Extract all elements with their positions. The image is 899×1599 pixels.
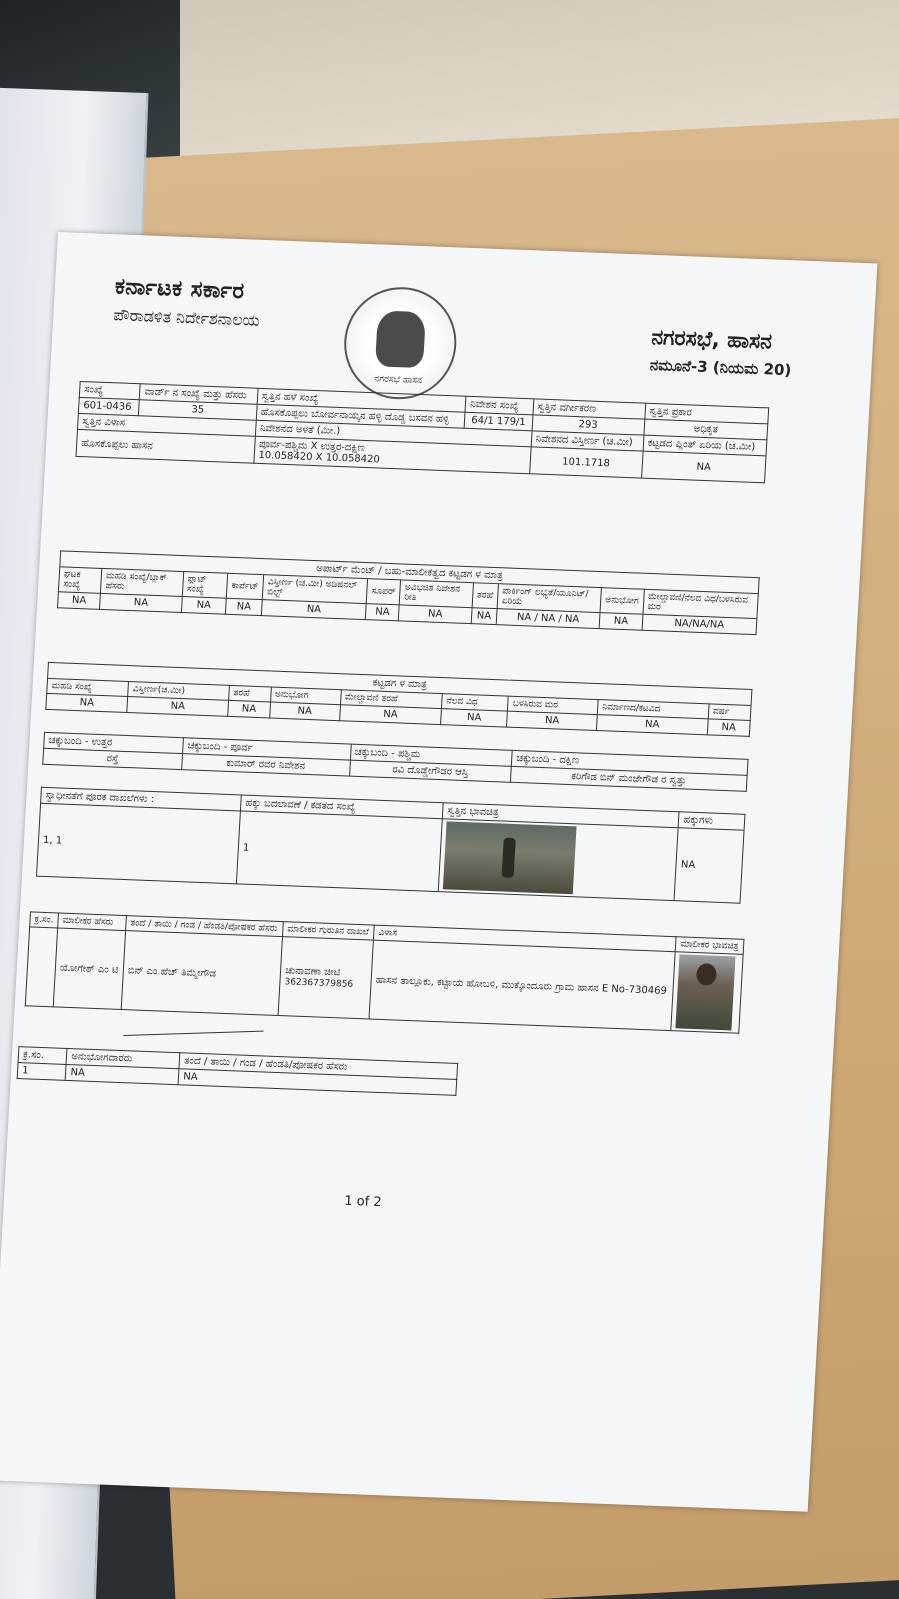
table-header: ನಿರ್ಮಾಣದ/ಕಟವಿದ [597,700,709,719]
section-title: ಕಟ್ಟಡಗ ಳ ಮಾತ್ರ [48,662,752,705]
table-cell: 293 [532,415,645,435]
table-header: ಫ್ಲಾಟ್ ಸಂಖ್ಯೆ [182,572,228,599]
table-cell: NA [261,600,366,620]
city-title: ನಗರಸಭೆ, ಹಾಸನ [650,324,773,354]
table-header: ಕ್ರ.ಸಂ. [18,1047,67,1065]
table-cell: 1, 1 [37,803,241,884]
table-cell: NA [471,608,497,625]
table-cell: ರಸ್ತೆ [43,748,183,769]
section-title: ಅಪಾರ್ಟ್ ಮೆಂಟ್ / ಬಹು-ಮಾಲೀಕತ್ವದ ಕಟ್ಟಡಗ ಳ ಮಾತ್ರ [60,551,759,594]
table-cell: NA [707,719,750,737]
signature-mark [123,1031,263,1036]
table-header: ವಿಳಾಸ [374,925,677,952]
table-cell: NA [58,592,101,610]
table-cell: NA [599,613,642,631]
table-header: ಹಕ್ಕುಗಳು [679,812,745,830]
table-cell: ಸಂಖ್ಯೆ [79,381,140,399]
dept-title: ಪೌರಾಡಳಿತ ನಿರ್ದೇಶನಾಲಯ [112,305,261,330]
table-cell: ಕಟ್ಟಡದ ಪ್ಲಿಂತ್ ಏರಿಯ (ಚ.ಮೀ) [643,435,767,456]
table-cell: NA [181,597,226,615]
owner-table [25,911,745,1033]
table-header: ಮೇಲ್ಚಾವಣಿ ತರಹೆ [340,690,442,709]
dimension-label: ಪೂರ್ವ-ಪಶ್ಚಿಮ X ಉತ್ತರ-ದಕ್ಷಿಣ [258,438,365,454]
table-cell [25,927,57,1007]
property-details-table [75,381,769,483]
evidence-table [36,787,746,904]
table-header: ಕ್ರ.ಸಂ. [30,912,59,928]
table-header: ಚಕ್ಕುಬಂದಿ - ಪೂರ್ವ [182,738,350,760]
table-cell: NA [641,451,766,483]
table-cell: NA [178,1069,456,1096]
table-header: ಚಕ್ಕುಬಂದಿ - ಉತ್ತರ [44,732,184,753]
table-header: ವರ್ಷ [708,704,751,721]
table-cell: NA [674,828,744,903]
table-cell: ಅಧಿಕೃತ [644,419,768,440]
table-header: ಪಾರ್ಕಿಂಗ್ ಲಭ್ಯತೆ/ಯೂನಿಟ್/ಏರಿಯ [497,584,602,613]
boundaries-table [42,732,748,792]
table-cell: ಸ್ವತ್ತಿನ ವರ್ಗೀಕರಣ [532,399,645,419]
table-cell: NA [228,700,270,718]
table-cell: 101.1718 [529,447,643,478]
table-cell: ಹೊಸಕೊಪ್ಪಲು ಹಾಸನ [76,429,255,463]
table-cell: ನಿವೇಶನ ಸಂಖ್ಯೆ [465,396,533,415]
table-cell: NA [366,604,400,621]
table-header: ಮಾಲೀಕರ ಹೆಸರು [58,913,127,931]
table-header: ವಿಸ್ತೀರ್ಣ (ಚ.ಮೀ) ಅಡಿಷನಲ್ ಬಿಲ್ಟ್ [262,575,368,604]
header-left [113,274,262,331]
table-cell: ನಿವೇಶನದ ಅಳತೆ (ಮೀ.) [255,420,532,447]
header-right [649,325,793,379]
table-header: ಅನುಭೋಗ [600,588,644,615]
table-cell: NA [399,605,472,624]
owner-photo [676,954,736,1030]
owner-name: ಯೋಗೇಶ್ ಎಂ ಟಿ [53,928,125,1009]
table-header: ತಂದೆ / ತಾಯಿ / ಗಂಡ / ಹೆಂಡತಿ/ಪೋಷಕರ ಹೆಸರು [179,1053,457,1080]
emblem-icon [375,310,426,368]
table-cell: NA / NA / NA [496,609,600,629]
table-cell: NA [596,715,708,735]
table-header: ಹಕ್ಕು ಬದಲಾವಣೆ / ಕಡತದ ಸಂಖ್ಯೆ [240,795,443,819]
table-header: ಮೇಲ್ಚಾವಣಿ/ನೆಲದ ವಿಧ/ಬಳಸಿರುವ ಮರ [643,589,759,618]
table-cell: 35 [139,400,257,420]
page-number: 1 of 2 [343,1193,383,1211]
table-cell: NA [100,593,182,612]
owner-address: ಹಾಸನ ತಾಲ್ಲೂಕು, ಕಟ್ಟಾಯ ಹೋಬಳಿ, ಮುಕ್ಕೊಂದೂರು ಗ್ರಾಮ ಹಾಸನ E No-730469 [369,940,676,1030]
seal-text: ನಗರಸಭೆ ಹಾಸನ [373,374,423,387]
table-cell: 1 [17,1063,66,1081]
table-header: ಅವಿಭಜಿತ ನಿವೇಶನ ರೀತಿ [399,580,473,608]
table-cell [671,952,743,1033]
table-header: ತಂದೆ / ತಾಯಿ / ಗಂಡ / ಹೆಂಡತಿ/ಪೋಷಕರ ಹೆಸರು [126,916,284,937]
table-header: ಕಾರ್ಪೆಟ್ [226,573,263,599]
table-cell: ವಾರ್ಡ್ ನ ಸಂಖ್ಯೆ ಮತ್ತು ಹೆಸರು [140,384,258,404]
property-photo [443,821,577,894]
table-cell [278,937,373,1019]
table-header: ಅನುಭೋಗದಾರರು [66,1048,180,1068]
table-cell: NA [269,702,340,721]
table-cell: 1 [236,811,442,892]
table-cell: NA [441,709,508,728]
occupier-table [17,1046,459,1096]
table-header: ಅನುಭೋಗ [270,687,341,705]
table-header: ಚಕ್ಕುಬಂದಿ - ಪಶ್ಚಿಮ [350,744,512,766]
table-cell: NA [339,705,441,725]
table-cell [438,819,678,901]
table-header: ಸೂಪರ್ [366,579,400,605]
table-cell: NA [507,711,597,730]
property-document [0,232,877,1512]
table-header: ಚಕ್ಕುಬಂದಿ - ದಕ್ಷಿಣ [511,750,748,775]
table-header: ಬಳಸಿರುವ ಮರ [508,696,598,714]
table-cell: NA/NA/NA [642,614,757,634]
table-header: ಘಟಕ ಸಂಖ್ಯೆ [58,567,102,594]
table-header: ಸ್ವಾಧೀನತೆಗೆ ಪೂರಕ ದಾಖಲೆಗಳು : [41,787,242,811]
table-cell: ಕರಿಗೌಡ ಬಿನ್ ಮಂಜೇಗೌಡ ರ ಸ್ವತ್ತು [510,766,747,791]
table-cell: ಸ್ವತ್ತಿನ ಹಳೆ ಸಂಖ್ಯೆ [257,388,466,412]
table-cell: 601-0436 [78,397,139,415]
table-header: ಮಾಲೀಕರ ಗುರುತಿನ ದಾಖಲೆ [283,922,375,940]
table-cell: ಹೊಸಕೊಪ್ಪಲು ಬೋರ್ವನಾಯ್ಕನ ಹಳ್ಳಿ ದೊಡ್ಡ ಬಸವನ ಹಳ್ಳಿ [256,404,465,428]
gov-title: ಕರ್ನಾಟಕ ಸರ್ಕಾರ [114,274,246,305]
table-cell: ನಿವೇಶನದ ವಿಸ್ತೀರ್ಣ (ಚ.ಮೀ) [531,431,644,451]
owner-id-type: ಚುನಾವಣಾ ಚೀಟಿ [284,965,341,979]
table-header: ಸ್ವತ್ತಿನ ಭಾವಚಿತ್ರ [442,803,679,828]
owner-parent: ಬಿನ್ ಎಂ ಹೆಚ್ ತಿಮ್ಮೇಗೌಡ [121,931,282,1016]
table-cell: ರವಿ ದೊಡ್ಡೇಗೌಡರ ಆಸ್ತಿ [349,760,511,782]
dimension-value: 10.058420 X 10.058420 [258,449,381,466]
table-header: ಮಹಡಿ ಸಂಖ್ಯೆ/ಬ್ಲಾಕ್ ಹೆಸರು [101,568,184,596]
table-cell: 64/1 179/1 [464,412,532,431]
table-cell: NA [46,693,128,712]
table-cell: ಕುಮಾರ್ ರವರ ನಿವೇಶನ [182,754,350,776]
table-header: ಮಹಡಿ ಸಂಖ್ಯೆ [47,678,129,696]
table-cell: NA [127,697,229,717]
table-cell: NA [225,598,262,615]
official-seal [341,285,459,401]
building-table [45,662,752,737]
owner-id-number: 362367379856 [284,977,354,990]
form-title: ನಮೂನೆ-3 (ನಿಯಮ 20) [649,355,792,380]
table-header: ನೆಲದ ವಿಧ [442,694,509,712]
table-header: ಮಾಲೀಕರ ಭಾವಚಿತ್ರ [676,937,744,955]
table-header: ತರಹೆ [472,583,499,609]
table-header: ತರಹೆ [229,685,271,702]
table-cell: ಸ್ವತ್ತಿನ ವಿಳಾಸ [78,413,256,436]
apartment-table [57,550,760,635]
table-cell: NA [66,1064,180,1084]
table-cell: ಸ್ವತ್ತಿನ ಪ್ರಕಾರ [645,403,769,424]
table-header: ವಿಸ್ತೀರ್ಣ(ಚ.ಮೀ) [128,682,230,701]
